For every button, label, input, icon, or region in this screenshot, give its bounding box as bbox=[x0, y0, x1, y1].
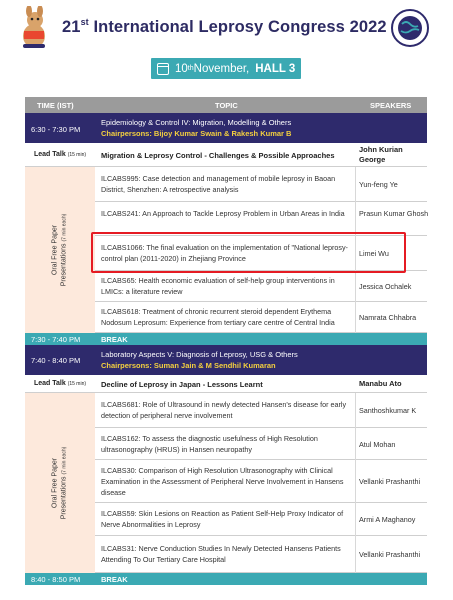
paper-speaker: Armi A Maghanoy bbox=[359, 515, 416, 524]
break-label: BREAK bbox=[101, 575, 128, 584]
paper-title: ILCABS31: Nerve Conduction Studies In Newly Detected Hansens Patients Attending To Our Tertiary Care Hospital bbox=[101, 544, 341, 564]
topic-header: TOPIC bbox=[215, 101, 238, 110]
session-time: 6:30 - 7:30 PM bbox=[31, 125, 81, 134]
kangaroo-mascot-icon bbox=[14, 6, 54, 50]
paper-speaker: Atul Mohan bbox=[359, 440, 396, 449]
paper-speaker: Limei Wu bbox=[359, 249, 389, 258]
paper-row bbox=[95, 460, 427, 503]
lead-talk-label: Lead Talk (15 min) bbox=[33, 151, 87, 158]
paper-title: ILCABS995: Case detection and management of mobile leprosy in Baoan District, Shenzhen: A retrospective analysis bbox=[101, 174, 336, 194]
break-row bbox=[25, 333, 427, 345]
paper-row bbox=[95, 271, 427, 302]
lead-talk-speaker: Manabu Ato bbox=[359, 379, 402, 388]
page-header bbox=[0, 0, 453, 55]
highlight-box bbox=[91, 232, 406, 273]
session-title: Laboratory Aspects V: Diagnosis of Leprosy, USG & Others bbox=[101, 350, 298, 359]
break-time: 8:40 - 8:50 PM bbox=[31, 575, 81, 584]
column-divider bbox=[355, 393, 356, 573]
break-label: BREAK bbox=[101, 335, 128, 344]
paper-title: ILCABS59: Skin Lesions on Reaction as Patient Self-Help Proxy Indicator of Nerve Abnormalities in Leprosy bbox=[101, 509, 344, 529]
oral-paper-label-cell bbox=[25, 167, 95, 333]
lead-talk-speaker: John Kurian George bbox=[359, 145, 403, 164]
session-row bbox=[25, 345, 427, 375]
oral-paper-group bbox=[25, 393, 427, 573]
paper-row bbox=[95, 167, 427, 202]
break-row bbox=[25, 573, 427, 585]
paper-title: ILCABS30: Comparison of High Resolution Ultrasonography with Clinical Examination in the Assessment of Peripheral Nerve Involvement in Hansens disease bbox=[101, 466, 344, 497]
paper-row bbox=[95, 393, 427, 428]
paper-title: ILCABS162: To assess the diagnostic usefulness of High Resolution ultrasonography (HRUS) in Hansen neuropathy bbox=[101, 434, 318, 454]
oral-paper-label: Oral Free Paper Presentations (7 min each) bbox=[51, 446, 68, 520]
date-banner: 10 th November, HALL 3 bbox=[151, 58, 301, 79]
speakers-header: SPEAKERS bbox=[370, 101, 412, 110]
paper-speaker: Yun-feng Ye bbox=[359, 180, 398, 189]
paper-row bbox=[95, 428, 427, 460]
paper-row bbox=[95, 536, 427, 573]
paper-row bbox=[95, 202, 427, 236]
paper-speaker: Vellanki Prashanthi bbox=[359, 477, 421, 486]
oral-paper-label-cell bbox=[25, 393, 95, 573]
lead-talk-topic: Migration & Leprosy Control - Challenges & Possible Approaches bbox=[101, 151, 335, 160]
paper-speaker: Santhoshkumar K bbox=[359, 406, 417, 415]
paper-speaker: Prasun Kumar Ghosh bbox=[359, 209, 429, 218]
paper-speaker: Vellanki Prashanthi bbox=[359, 550, 421, 559]
paper-title: ILCABS65: Health economic evaluation of self-help group interventions in LMICs: a literature review bbox=[101, 276, 335, 296]
paper-row bbox=[95, 302, 427, 333]
time-header: TIME (IST) bbox=[37, 101, 74, 110]
paper-title: ILCABS618: Treatment of chronic recurrent steroid dependent Erythema Nodosum Leprosum: Experience from tertiary care centre of Central India bbox=[101, 307, 335, 327]
paper-speaker: Namrata Chhabra bbox=[359, 313, 417, 322]
session-chairs: Chairpersons: Suman Jain & M Sendhil Kumaran bbox=[101, 361, 276, 370]
lead-talk-row bbox=[25, 143, 427, 167]
table-header-row bbox=[25, 97, 427, 113]
oral-paper-label: Oral Free Paper Presentations (7 min each) bbox=[51, 213, 68, 287]
session-row bbox=[25, 113, 427, 143]
paper-title: ILCABS681: Role of Ultrasound in newly detected Hansen's disease for early detection of peripheral nerve involvement bbox=[101, 400, 347, 420]
page-title: 21st International Leprosy Congress 2022 bbox=[62, 17, 387, 36]
lead-talk-topic: Decline of Leprosy in Japan - Lessons Learnt bbox=[101, 380, 263, 389]
session-chairs: Chairpersons: Bijoy Kumar Swain & Rakesh Kumar B bbox=[101, 129, 292, 138]
paper-row bbox=[95, 503, 427, 536]
globe-emblem-icon bbox=[386, 8, 434, 48]
break-time: 7:30 - 7:40 PM bbox=[31, 335, 81, 344]
lead-talk-label: Lead Talk (15 min) bbox=[33, 380, 87, 387]
session-title: Epidemiology & Control IV: Migration, Modelling & Others bbox=[101, 118, 292, 127]
paper-title: ILCABS241: An Approach to Tackle Leprosy Problem in Urban Areas in India bbox=[101, 209, 345, 218]
session-time: 7:40 - 8:40 PM bbox=[31, 356, 81, 365]
paper-title: ILCABS1066: The final evaluation on the implementation of "National leprosy-control plan (2011-2020) in Zhejiang Province bbox=[101, 243, 348, 263]
paper-speaker: Jessica Ochalek bbox=[359, 282, 412, 291]
calendar-icon bbox=[157, 63, 169, 75]
lead-talk-row bbox=[25, 375, 427, 393]
